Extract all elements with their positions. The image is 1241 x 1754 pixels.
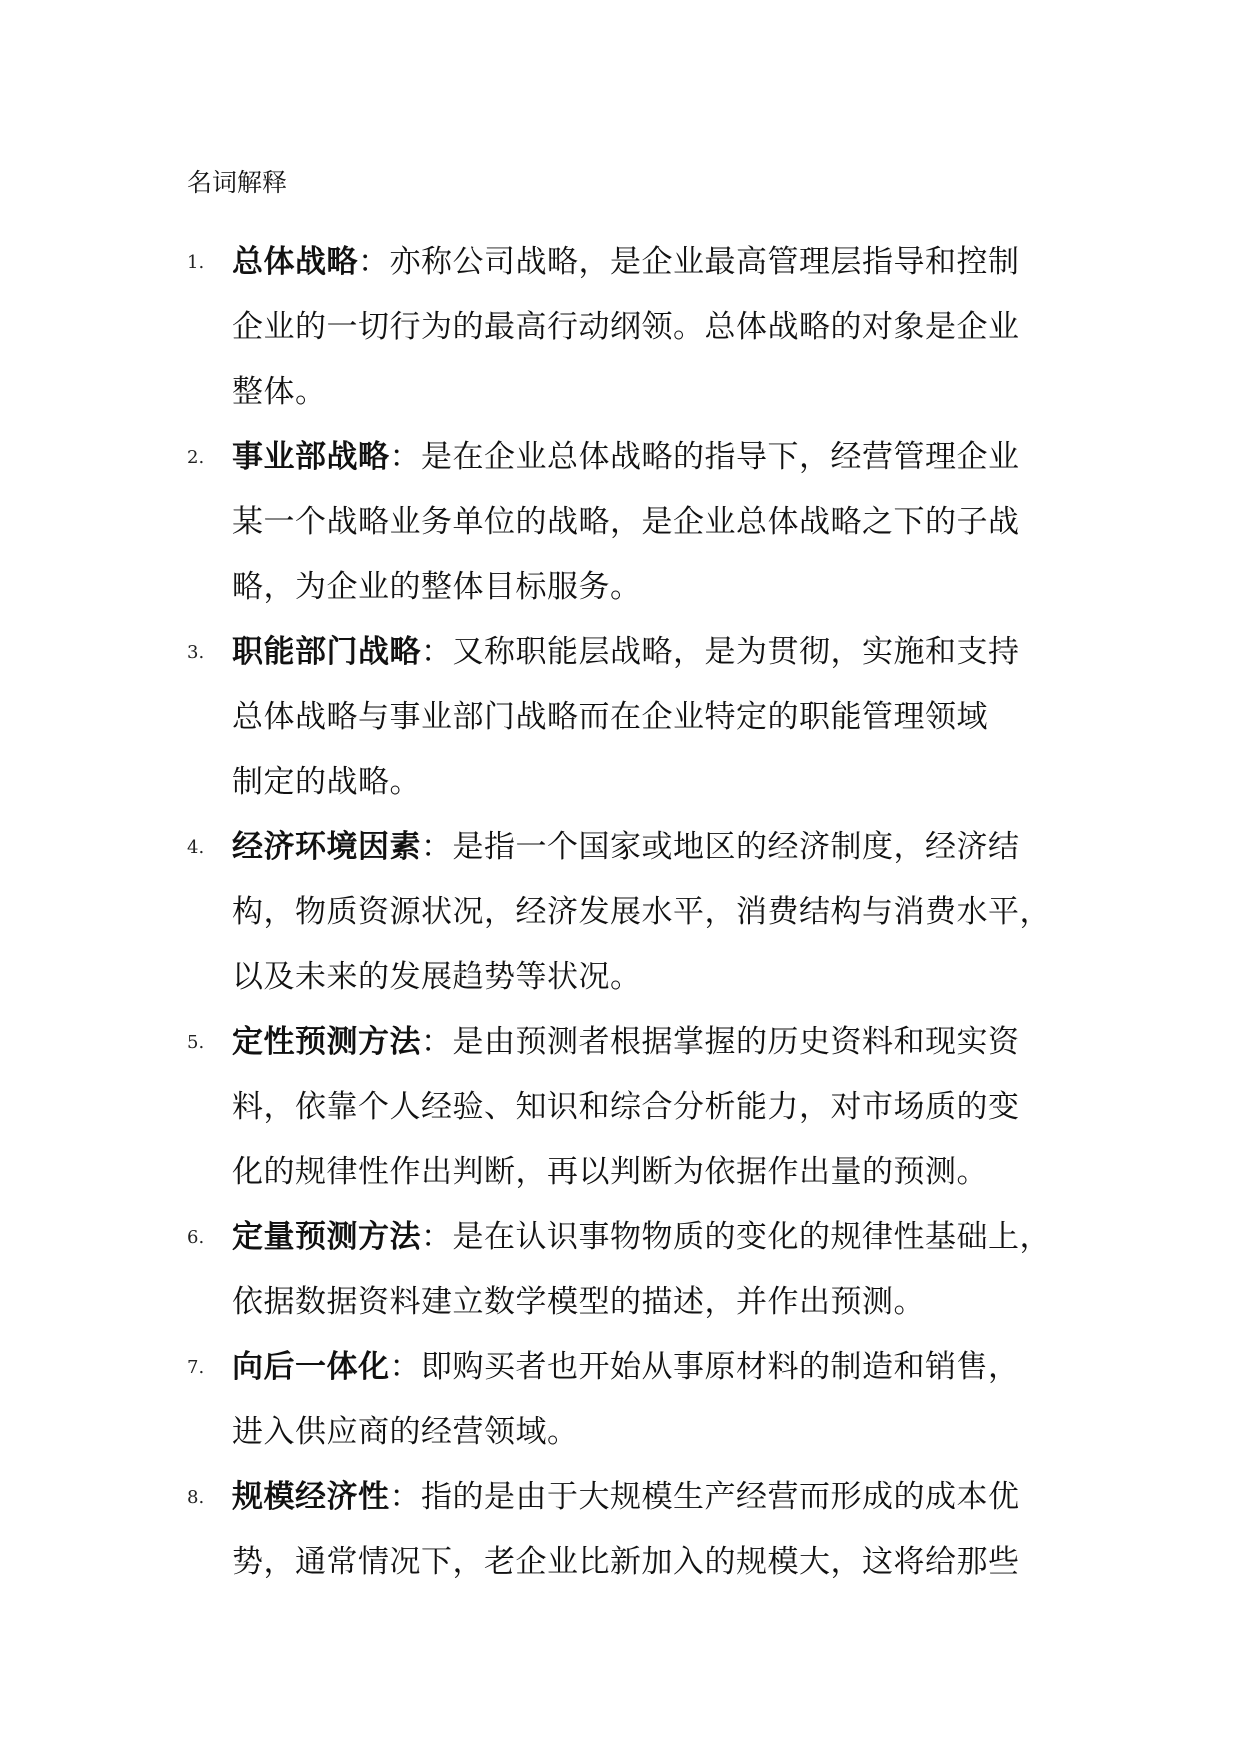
definition-text: 略，为企业的整体目标服务。: [232, 569, 642, 605]
item-number: 6.: [187, 1227, 205, 1248]
list-item: [187, 1205, 1087, 1335]
term-name: 经济环境因素: [232, 829, 421, 865]
item-number: 2.: [187, 447, 205, 468]
item-line: [232, 815, 1087, 880]
list-item: [187, 815, 1087, 1010]
definition-text: 化的规律性作出判断，再以判断为依据作出量的预测。: [232, 1154, 988, 1190]
item-number: 8.: [187, 1487, 205, 1508]
definition-text: 以及未来的发展趋势等状况。: [232, 959, 642, 995]
item-line: [232, 620, 1087, 685]
term-list: [187, 230, 1087, 1595]
definition-text: ：是在认识事物物质的变化的规律性基础上，: [421, 1219, 1051, 1255]
item-number: 5.: [187, 1032, 205, 1053]
definition-text: 依据数据资料建立数学模型的描述，并作出预测。: [232, 1284, 925, 1320]
item-line: [232, 230, 1087, 295]
definition-text: ：是指一个国家或地区的经济制度，经济结: [421, 829, 1020, 865]
term-name: 规模经济性: [232, 1479, 390, 1515]
item-number: 7.: [187, 1357, 205, 1378]
list-item: [187, 1010, 1087, 1205]
term-name: 事业部战略: [232, 439, 390, 475]
item-number: 3.: [187, 642, 205, 663]
definition-text: 某一个战略业务单位的战略，是企业总体战略之下的子战: [232, 504, 1020, 540]
item-line: [232, 425, 1087, 490]
definition-text: 势，通常情况下，老企业比新加入的规模大，这将给那些: [232, 1544, 1020, 1580]
term-name: 总体战略: [232, 244, 358, 280]
page-title: 名词解释: [187, 168, 288, 197]
definition-text: ：即购买者也开始从事原材料的制造和销售，: [389, 1349, 1020, 1385]
item-line: [232, 1465, 1087, 1530]
definition-text: 制定的战略。: [232, 764, 421, 800]
definition-text: 企业的一切行为的最高行动纲领。总体战略的对象是企业: [232, 309, 1020, 345]
definition-text: ：又称职能层战略，是为贯彻，实施和支持: [421, 634, 1020, 670]
definition-text: ：是在企业总体战略的指导下，经营管理企业: [389, 439, 1020, 475]
term-name: 职能部门战略: [232, 634, 421, 670]
list-item: [187, 620, 1087, 815]
item-line: [232, 1335, 1087, 1400]
list-item: [187, 1335, 1087, 1465]
definition-text: 料，依靠个人经验、知识和综合分析能力，对市场质的变: [232, 1089, 1020, 1125]
list-item: [187, 230, 1087, 425]
list-item: [187, 425, 1087, 620]
definition-text: 进入供应商的经营领域。: [232, 1414, 579, 1450]
item-number: 4.: [187, 837, 205, 858]
item-number: 1.: [187, 252, 205, 273]
item-line: [232, 1205, 1087, 1270]
list-item: [187, 1465, 1087, 1595]
definition-text: 构，物质资源状况，经济发展水平，消费结构与消费水平，: [232, 894, 1051, 930]
definition-text: ：指的是由于大规模生产经营而形成的成本优: [389, 1479, 1020, 1515]
definition-text: ：是由预测者根据掌握的历史资料和现实资: [421, 1024, 1020, 1060]
term-name: 定性预测方法: [232, 1024, 421, 1060]
item-line: [232, 1010, 1087, 1075]
definition-text: 整体。: [232, 374, 327, 410]
definition-text: ：亦称公司战略，是企业最高管理层指导和控制: [358, 244, 1020, 280]
definition-text: 总体战略与事业部门战略而在企业特定的职能管理领域: [232, 699, 988, 735]
term-name: 定量预测方法: [232, 1219, 421, 1255]
term-name: 向后一体化: [232, 1349, 390, 1385]
